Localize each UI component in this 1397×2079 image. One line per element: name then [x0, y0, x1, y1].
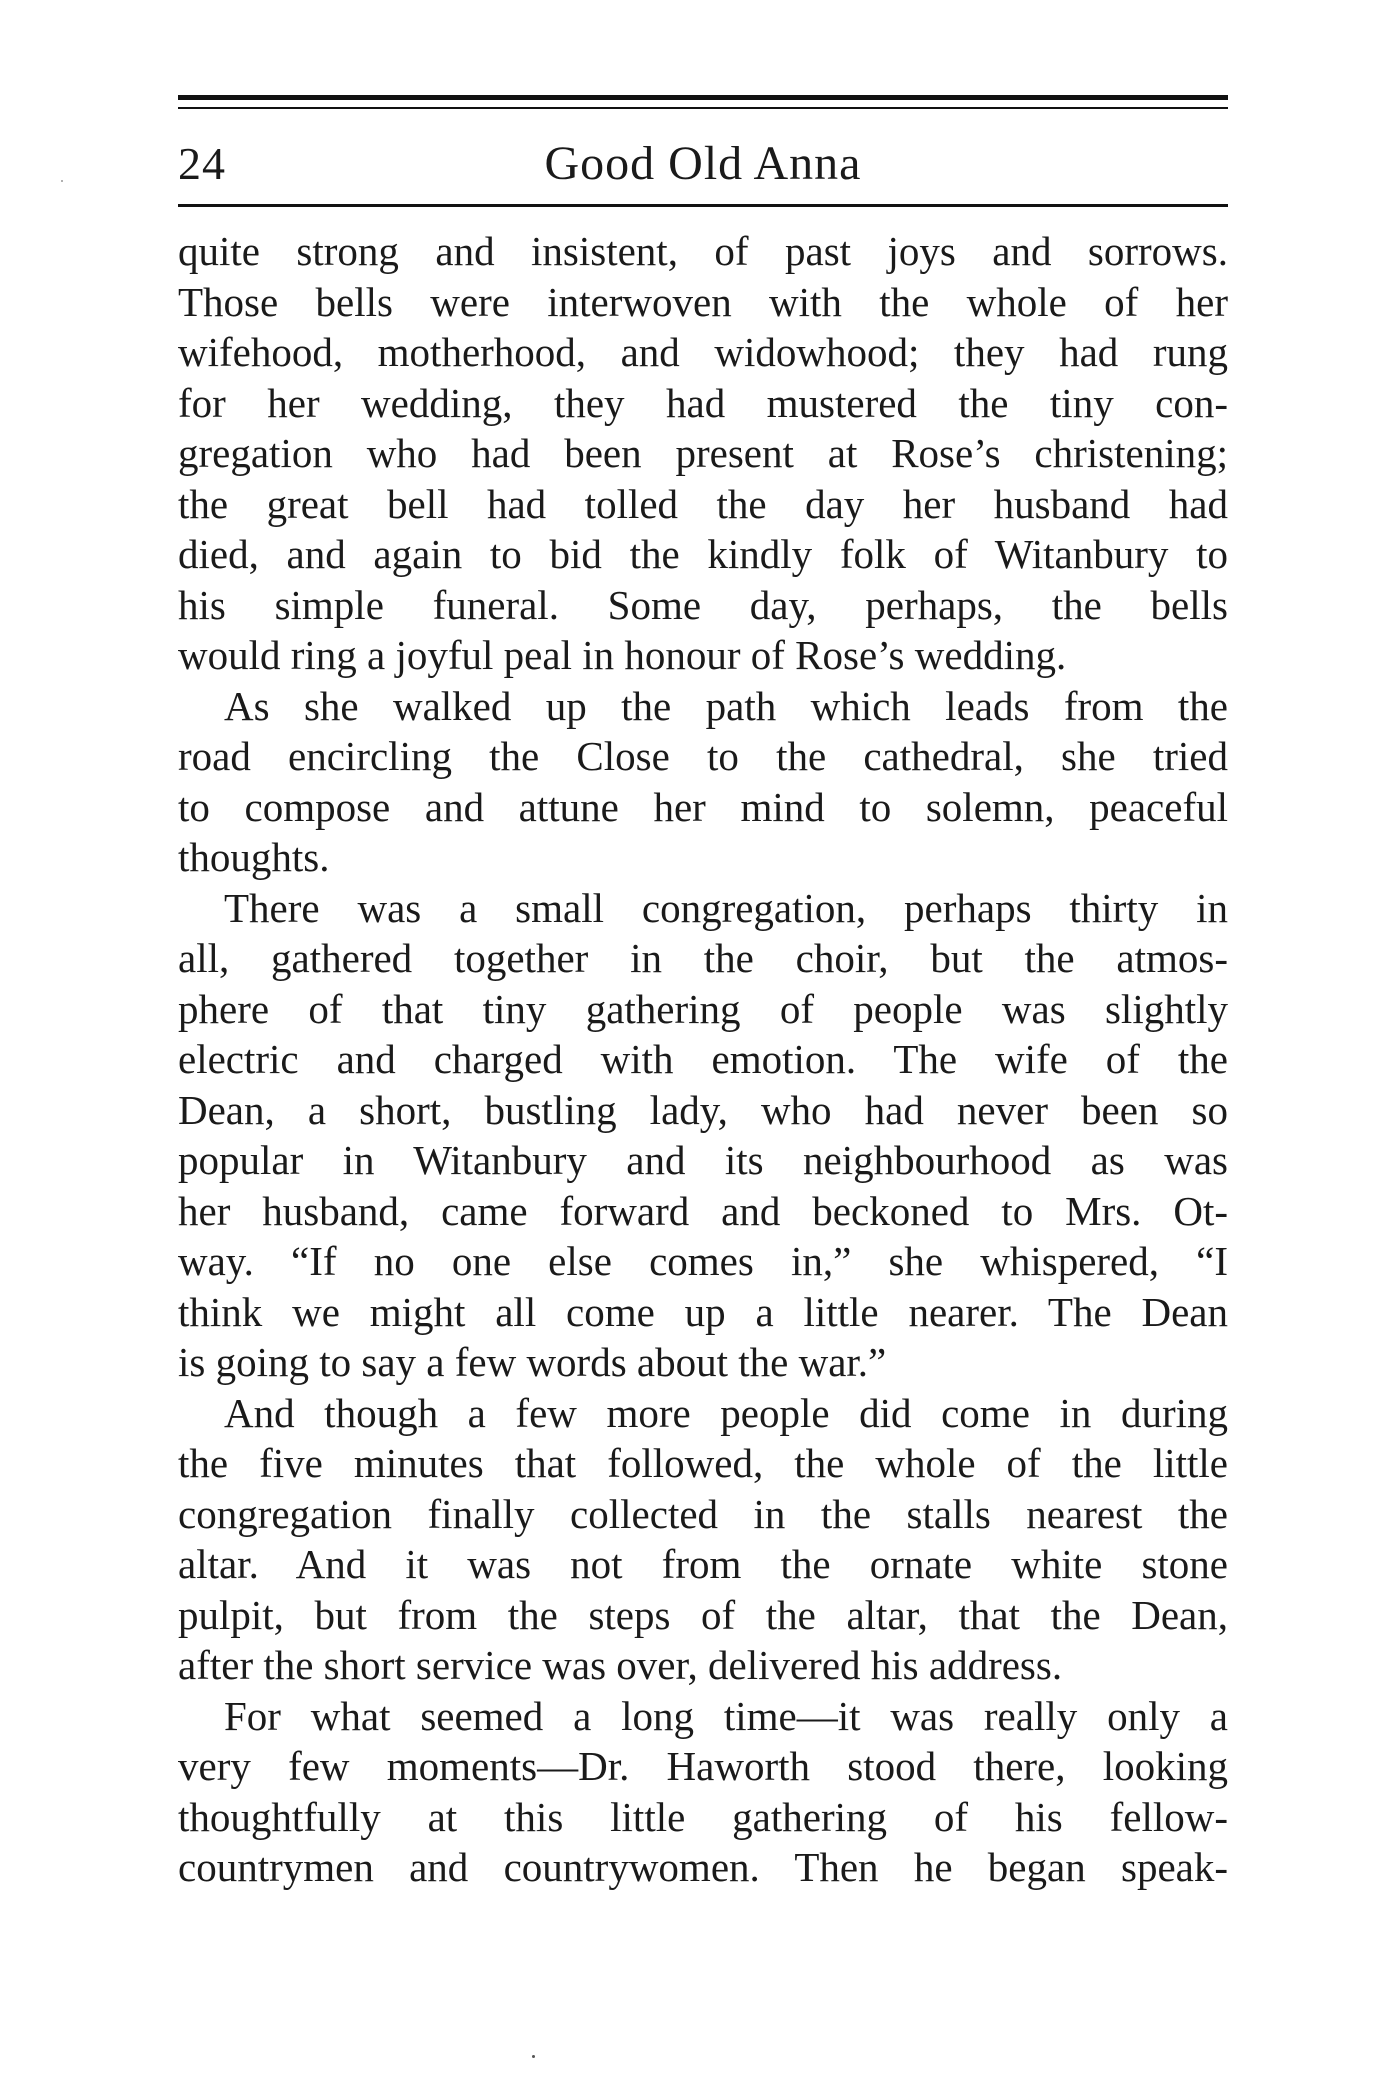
text-line: thoughts.: [178, 834, 330, 880]
text-line: There was a small congregation, perhaps thirty in: [224, 884, 1228, 931]
header-rule-top-thick: [178, 95, 1228, 100]
text-line: congregation finally collected in the stalls nearest the: [178, 1490, 1228, 1537]
text-line: As she walked up the path which leads from the: [224, 682, 1228, 729]
text-line: to compose and attune her mind to solemn, peaceful: [178, 783, 1228, 830]
text-line: road encircling the Close to the cathedral, she tried: [178, 733, 1228, 779]
page-number: 24: [178, 138, 226, 189]
text-line: countrymen and countrywomen. Then he began speak-: [178, 1844, 1228, 1890]
running-header: [178, 128, 1228, 198]
text-line: thoughtfully at this little gathering of his fellow-: [178, 1793, 1228, 1840]
body-text: [178, 226, 1228, 1893]
text-line: altar. And it was not from the ornate white stone: [178, 1541, 1228, 1587]
text-line: quite strong and insistent, of past joys and sorrows.: [178, 228, 1228, 274]
text-line: his simple funeral. Some day, perhaps, the bells: [178, 581, 1228, 628]
text-line: died, and again to bid the kindly folk of Witanbury to: [178, 531, 1228, 577]
running-title: Good Old Anna: [544, 137, 862, 190]
text-line: is going to say a few words about the war.”: [178, 1339, 887, 1385]
text-line: all, gathered together in the choir, but the atmos-: [178, 935, 1228, 981]
text-line: think we might all come up a little nearer. The Dean: [178, 1288, 1228, 1335]
text-line: pulpit, but from the steps of the altar, that the Dean,: [178, 1591, 1228, 1638]
text-line: very few moments—Dr. Haworth stood there, looking: [178, 1743, 1228, 1789]
text-line: Dean, a short, bustling lady, who had never been so: [178, 1086, 1228, 1133]
text-line: And though a few more people did come in during: [224, 1389, 1228, 1436]
text-line: for her wedding, they had mustered the tiny con-: [178, 379, 1228, 426]
text-line: way. “If no one else comes in,” she whispered, “I: [178, 1238, 1228, 1284]
header-rule-bottom: [178, 204, 1228, 207]
text-line: gregation who had been present at Rose’s christening;: [178, 430, 1228, 476]
text-line: Those bells were interwoven with the whole of her: [178, 278, 1228, 325]
text-line: phere of that tiny gathering of people was slightly: [178, 985, 1228, 1032]
text-line: popular in Witanbury and its neighbourhood as was: [178, 1137, 1228, 1183]
scan-speck: [532, 2055, 535, 2058]
text-line: electric and charged with emotion. The wife of the: [178, 1036, 1228, 1082]
text-line: after the short service was over, delivered his address.: [178, 1642, 1063, 1688]
text-line: the five minutes that followed, the whole of the little: [178, 1440, 1228, 1486]
text-line: the great bell had tolled the day her husband had: [178, 480, 1228, 527]
text-line: her husband, came forward and beckoned to Mrs. Ot-: [178, 1187, 1228, 1234]
scan-speck: [61, 180, 63, 182]
text-line: For what seemed a long time—it was really only a: [224, 1692, 1228, 1739]
header-rule-top-thin: [178, 107, 1228, 109]
text-line: would ring a joyful peal in honour of Rose’s wedding.: [178, 632, 1067, 678]
text-line: wifehood, motherhood, and widowhood; they had rung: [178, 329, 1228, 375]
